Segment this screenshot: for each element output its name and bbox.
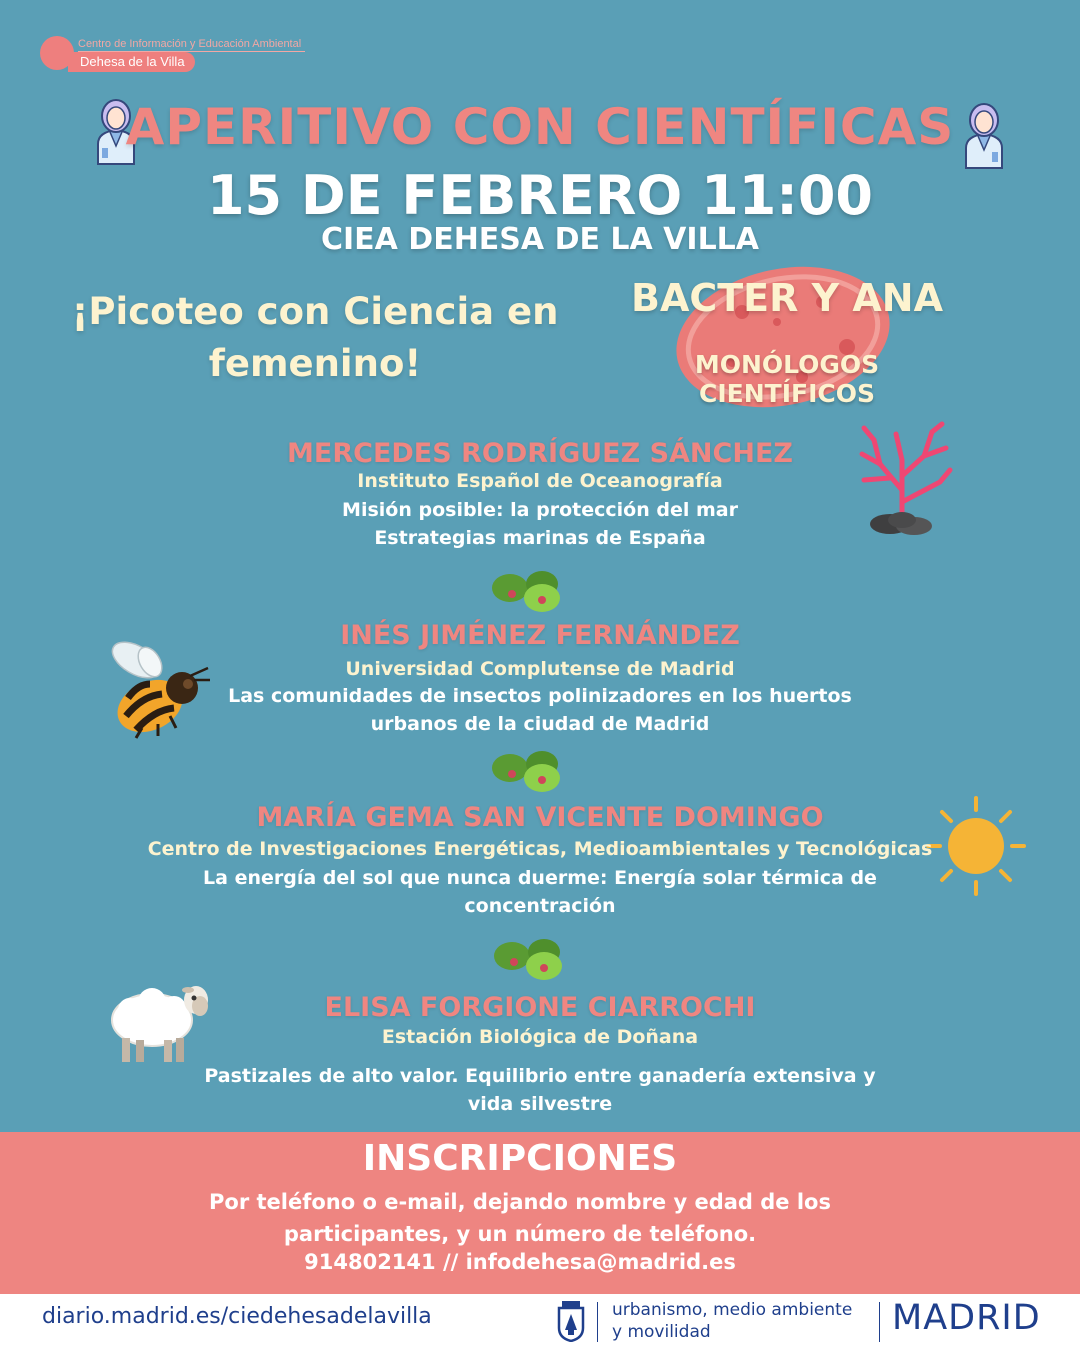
speaker-3-institution: Centro de Investigaciones Energéticas, Medioambientales y Tecnológicas <box>147 838 933 860</box>
speaker-2-name: INÉS JIMÉNEZ FERNÁNDEZ <box>340 620 740 651</box>
speaker-2-talk-line2: urbanos de la ciudad de Madrid <box>370 713 710 735</box>
speaker-3-name: MARÍA GEMA SAN VICENTE DOMINGO <box>256 802 824 833</box>
registration-line2: participantes, y un número de teléfono. <box>283 1222 757 1246</box>
footer-divider <box>597 1302 598 1342</box>
registration-line1: Por teléfono o e-mail, dejando nombre y edad de los <box>209 1190 831 1214</box>
logo-line1: Centro de Información y Educación Ambiental <box>78 38 302 50</box>
logo-line2: Dehesa de la Villa <box>68 52 195 72</box>
registration-text <box>0 1186 1040 1250</box>
feature-subtitle-line1: MONÓLOGOS <box>694 350 880 379</box>
speaker-1-institution: Instituto Español de Oceanografía <box>357 470 723 492</box>
olives-icon <box>490 748 570 794</box>
event-title: APERITIVO CON CIENTÍFICAS <box>125 98 955 156</box>
speaker-4-name: ELISA FORGIONE CIARROCHI <box>324 992 756 1023</box>
tagline: ¡Picoteo con Ciencia en femenino! <box>71 290 559 385</box>
registration-title: INSCRIPCIONES <box>362 1138 678 1179</box>
footer-department-line1: urbanismo, medio ambiente <box>612 1300 853 1320</box>
speaker-1-name: MERCEDES RODRÍGUEZ SÁNCHEZ <box>287 438 793 469</box>
registration-contact[interactable]: 914802141 // infodehesa@madrid.es <box>304 1250 736 1274</box>
event-venue: CIEA DEHESA DE LA VILLA <box>320 222 760 257</box>
speaker-4-talk-line2: vida silvestre <box>467 1093 613 1115</box>
speaker-4-talk-line1: Pastizales de alto valor. Equilibrio entre ganadería extensiva y <box>204 1065 876 1087</box>
footer-department <box>612 1299 880 1343</box>
footer-url-link[interactable]: diario.madrid.es/ciedehesadelavilla <box>42 1304 432 1329</box>
olives-icon <box>490 568 570 614</box>
footer-city-logo: MADRID <box>892 1298 1041 1338</box>
ciea-logo <box>40 34 360 74</box>
event-date: 15 DE FEBRERO 11:00 <box>206 164 874 227</box>
speaker-1-talk-line1: Misión posible: la protección del mar <box>342 499 738 521</box>
speaker-1-talk-line2: Estrategias marinas de España <box>374 527 706 549</box>
feature-name: BACTER Y ANA <box>631 276 943 320</box>
olives-icon <box>492 936 572 982</box>
madrid-shield-icon <box>556 1300 586 1342</box>
feature-subtitle-line2: CIENTÍFICOS <box>699 379 875 408</box>
footer-department-line2: y movilidad <box>612 1322 711 1342</box>
footer-divider <box>879 1302 880 1342</box>
feature-subtitle <box>612 350 962 408</box>
speaker-3-talk-line1: La energía del sol que nunca duerme: Energía solar térmica de <box>203 867 877 889</box>
speaker-3-talk-line2: concentración <box>464 895 616 917</box>
speaker-4-institution: Estación Biológica de Doñana <box>381 1026 699 1048</box>
speaker-2-institution: Universidad Complutense de Madrid <box>345 658 735 680</box>
speaker-2-talk-line1: Las comunidades de insectos polinizadores en los huertos <box>228 685 852 707</box>
